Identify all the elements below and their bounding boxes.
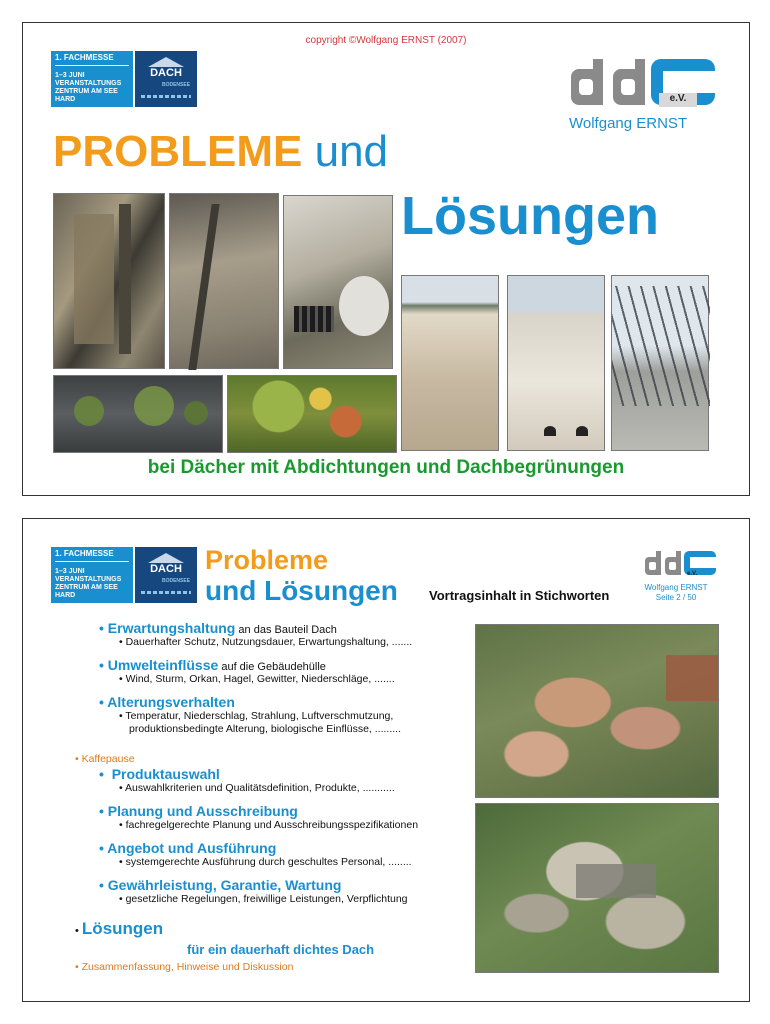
title-and-word: und — [314, 127, 389, 176]
agenda-item: • Angebot und Ausführung • systemgerechte Ausführung durch geschultes Personal, ........ — [99, 840, 412, 868]
photo-corroded-profile — [53, 193, 165, 369]
ddc-logo-small — [643, 551, 717, 581]
photo-green-roof — [227, 375, 397, 453]
ev-label: e.V. — [659, 93, 697, 107]
badge-line-4: ZENTRUM AM SEE — [55, 584, 118, 591]
slide2-title-line-2: und Lösungen — [205, 575, 398, 606]
ddc-logo-name: Wolfgang ERNST — [569, 115, 688, 132]
photo-membrane-detail — [283, 195, 393, 369]
page-number: Seite 2 / 50 — [655, 593, 697, 602]
roof-icon — [148, 553, 184, 563]
author-name: Wolfgang ERNST — [644, 583, 708, 592]
badge-line-3: VERANSTALTUNGS — [55, 80, 122, 87]
agenda-sub: Auswahlkriterien und Qualitätsdefinition, Produkte, ........... — [125, 782, 395, 794]
slide-2 — [22, 518, 750, 1002]
agenda-sub: fachregelgerechte Planung und Ausschreibungsspezifikationen — [125, 819, 419, 831]
agenda-head: Produktauswahl — [111, 766, 220, 782]
dach-logo-sub: BODENSEE — [161, 578, 191, 584]
agenda-head: Erwartungshaltung — [107, 620, 236, 636]
photo-roof-joint — [169, 193, 279, 369]
agenda-sub: Temperatur, Niederschlag, Strahlung, Luftverschmutzung, — [125, 710, 394, 722]
photo-roof-ballast — [507, 275, 605, 451]
closing-text: Zusammenfassung, Hinweise und Diskussion — [81, 961, 294, 973]
badge-line-4: ZENTRUM AM SEE — [55, 88, 118, 95]
agenda-item: • Alterungsverhalten • Temperatur, Niederschlag, Strahlung, Luftverschmutzung, produktionsbedingte Alterung, biologische Einflüsse, ......... — [99, 694, 499, 736]
roof-icon — [148, 57, 184, 67]
solutions-sub: für ein dauerhaft dichtes Dach — [187, 942, 375, 957]
dach-logo-text: DACH — [150, 563, 182, 575]
waves-icon — [141, 591, 191, 594]
fachmesse-badge — [51, 51, 133, 107]
slide-1 — [22, 22, 750, 496]
title-problems — [53, 127, 388, 177]
copyright-notice: copyright ©Wolfgang ERNST (2007) — [305, 35, 467, 46]
agenda-head: Angebot und Ausführung — [107, 840, 277, 856]
photo-flat-roof — [401, 275, 499, 451]
waves-icon — [141, 95, 191, 98]
agenda-sub: gesetzliche Regelungen, freiwillige Leistungen, Verpflichtung — [125, 893, 408, 905]
dach-logo-sub: BODENSEE — [161, 82, 191, 88]
badge-line-1: 1. FACHMESSE — [55, 550, 129, 562]
agenda-head-rest: an das Bauteil Dach — [235, 624, 337, 636]
closing-line: • Zusammenfassung, Hinweise und Diskussion — [75, 961, 294, 973]
solutions-heading: • Lösungen — [75, 919, 164, 938]
agenda-item: • Umwelteinflüsse auf die Gebäudehülle • Wind, Sturm, Orkan, Hagel, Gewitter, Niederschläge, ....... — [99, 657, 395, 685]
photo-aerial-campus-1 — [475, 624, 719, 798]
agenda-head: Planung und Ausschreibung — [107, 803, 298, 819]
solutions-text: Lösungen — [81, 919, 164, 938]
coffee-break: • Kaffepause — [75, 753, 135, 765]
dach-bodensee-logo — [135, 51, 197, 107]
ddc-logo-mark-icon — [643, 551, 717, 581]
agenda-head: Gewährleistung, Garantie, Wartung — [107, 877, 342, 893]
agenda-head: Umwelteinflüsse — [107, 657, 219, 673]
agenda-sub: Dauerhafter Schutz, Nutzungsdauer, Erwartungshaltung, ....... — [125, 636, 413, 648]
badge-line-2: 1–3 JUNI — [55, 72, 85, 79]
title-problems-word: PROBLEME — [53, 127, 303, 176]
dach-bodensee-logo — [135, 547, 197, 603]
badge-line-2: 1–3 JUNI — [55, 568, 85, 575]
agenda-sub: Wind, Sturm, Orkan, Hagel, Gewitter, Niederschläge, ....... — [125, 673, 395, 685]
slide2-title-line-1: Probleme — [205, 545, 329, 575]
slide2-subtitle: Vortragsinhalt in Stichworten — [429, 588, 610, 603]
agenda-head: Alterungsverhalten — [107, 694, 235, 710]
ddc-logo — [567, 59, 717, 115]
badge-line-5: HARD — [55, 96, 76, 103]
agenda-sub: systemgerechte Ausführung durch geschultes Personal, ........ — [125, 856, 412, 868]
agenda-item: • Planung und Ausschreibung • fachregelgerechte Planung und Ausschreibungsspezifikationen — [99, 803, 419, 831]
agenda-item: • Produktauswahl • Auswahlkriterien und Qualitätsdefinition, Produkte, ........... — [99, 766, 395, 794]
coffee-break-text: Kaffepause — [81, 753, 135, 765]
photo-solar-frame — [611, 275, 709, 451]
badge-line-3: VERANSTALTUNGS — [55, 576, 122, 583]
agenda-head-rest: auf die Gebäudehülle — [218, 661, 326, 673]
agenda-list — [99, 620, 499, 736]
agenda-item: • Erwartungshaltung an das Bauteil Dach • Dauerhafter Schutz, Nutzungsdauer, Erwartungshaltung, ....... — [99, 620, 413, 648]
agenda-sub-2: produktionsbedingte Alterung, biologische Einflüsse, ......... — [129, 723, 402, 735]
title-solutions: Lösungen — [401, 186, 659, 246]
dach-logo-text: DACH — [150, 67, 182, 79]
fachmesse-badge — [51, 547, 133, 603]
agenda-item: • Gewährleistung, Garantie, Wartung • gesetzliche Regelungen, freiwillige Leistungen, Verpflichtung — [99, 877, 408, 905]
photo-weeds-on-roof — [53, 375, 223, 453]
ev-label: e.V. — [687, 571, 698, 577]
slide1-caption: bei Dächer mit Abdichtungen und Dachbegrünungen — [147, 457, 625, 478]
badge-line-5: HARD — [55, 592, 76, 599]
photo-aerial-campus-2 — [475, 803, 719, 973]
agenda-list-2 — [99, 766, 519, 906]
badge-line-1: 1. FACHMESSE — [55, 54, 129, 66]
